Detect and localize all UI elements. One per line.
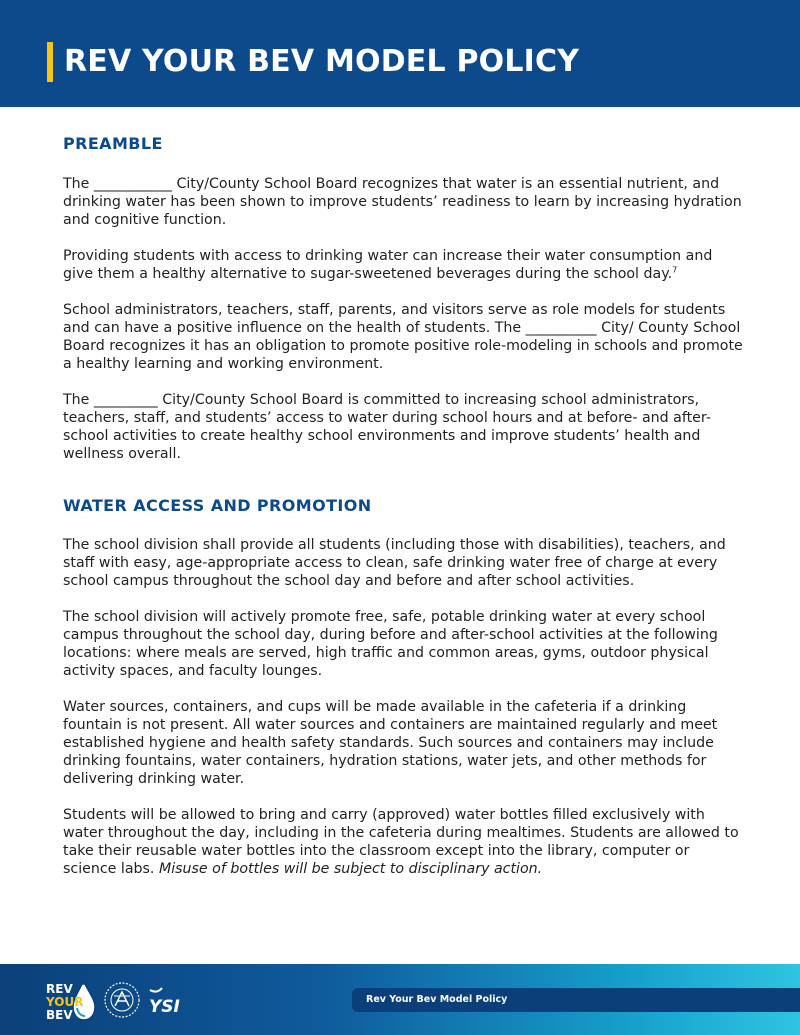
svg-text:YOUR: YOUR xyxy=(46,995,84,1009)
disciplinary-note: Misuse of bottles will be subject to disciplinary action. xyxy=(158,861,543,877)
preamble-paragraph-4: The _________ City/County School Board is committed to increasing school administrators, teachers, staff, and students’ access to water during school hours and at before- and after-school activities to create healthy school environments and improve students’ health and wellness overall. xyxy=(63,392,711,462)
section-heading-preamble: PREAMBLE xyxy=(63,134,163,153)
footnote-marker: 7 xyxy=(672,265,678,275)
water-paragraph-3: Water sources, containers, and cups will be made available in the cafeteria if a drinking fountain is not present. All water sources and containers are maintained regularly and meet established hygiene and health safety standards. Such sources and containers may include drinking fountains, water containers, hydration stations, water jets, and other methods for delivering drinking water. xyxy=(63,699,718,787)
header-accent-bar xyxy=(47,42,53,82)
preamble-paragraph-2: Providing students with access to drinking water can increase their water consumption and give them a healthy alternative to sugar-sweetened beverages during the school day.$^7$ xyxy=(63,248,713,282)
document-body xyxy=(63,133,743,896)
water-paragraph-2: The school division will actively promote free, safe, potable drinking water at every school campus throughout the school day, during before and after-school activities at the following locations: where meals are served, high traffic and common areas, gyms, outdoor physical activity spaces, and faculty lounges. xyxy=(63,609,718,679)
virginia-foundation-seal-logo xyxy=(103,980,141,1020)
page-title: REV YOUR BEV MODEL POLICY xyxy=(64,44,580,79)
section-heading-water-access: WATER ACCESS AND PROMOTION xyxy=(63,496,372,515)
page-header xyxy=(0,0,800,107)
preamble-paragraph-3: School administrators, teachers, staff, parents, and visitors serve as role models for students and can have a positive influence on the health of students. The __________ City/ County School Board recognizes it has an obligation to promote positive role-modeling in schools and promote a healthy learning and working environment. xyxy=(63,302,743,372)
preamble-paragraph-1: The ___________ City/County School Board recognizes that water is an essential nutrient, and drinking water has been shown to improve students’ readiness to learn by increasing hydration and cognitive function. xyxy=(63,176,742,228)
footer-label: Rev Your Bev Model Policy xyxy=(366,994,508,1005)
water-paragraph-1: The school division shall provide all students (including those with disabilities), teachers, and staff with easy, age-appropriate access to clean, safe drinking water free of charge at every school campus throughout the school day and before and after school activities. xyxy=(63,537,726,589)
ysi-logo xyxy=(147,984,183,1018)
svg-text:BEV: BEV xyxy=(46,1008,73,1022)
svg-text:YSI: YSI xyxy=(149,997,180,1017)
rev-your-bev-logo xyxy=(44,980,96,1022)
water-paragraph-4: Students will be allowed to bring and carry (approved) water bottles filled exclusively with water throughout the day, including in the cafeteria during mealtimes. Students are allowed to take their reusable water bottles into the classroom except into the library, computer or science labs. Misuse of bottles will be subject to disciplinary action. xyxy=(63,807,739,877)
svg-text:REV: REV xyxy=(46,982,73,996)
